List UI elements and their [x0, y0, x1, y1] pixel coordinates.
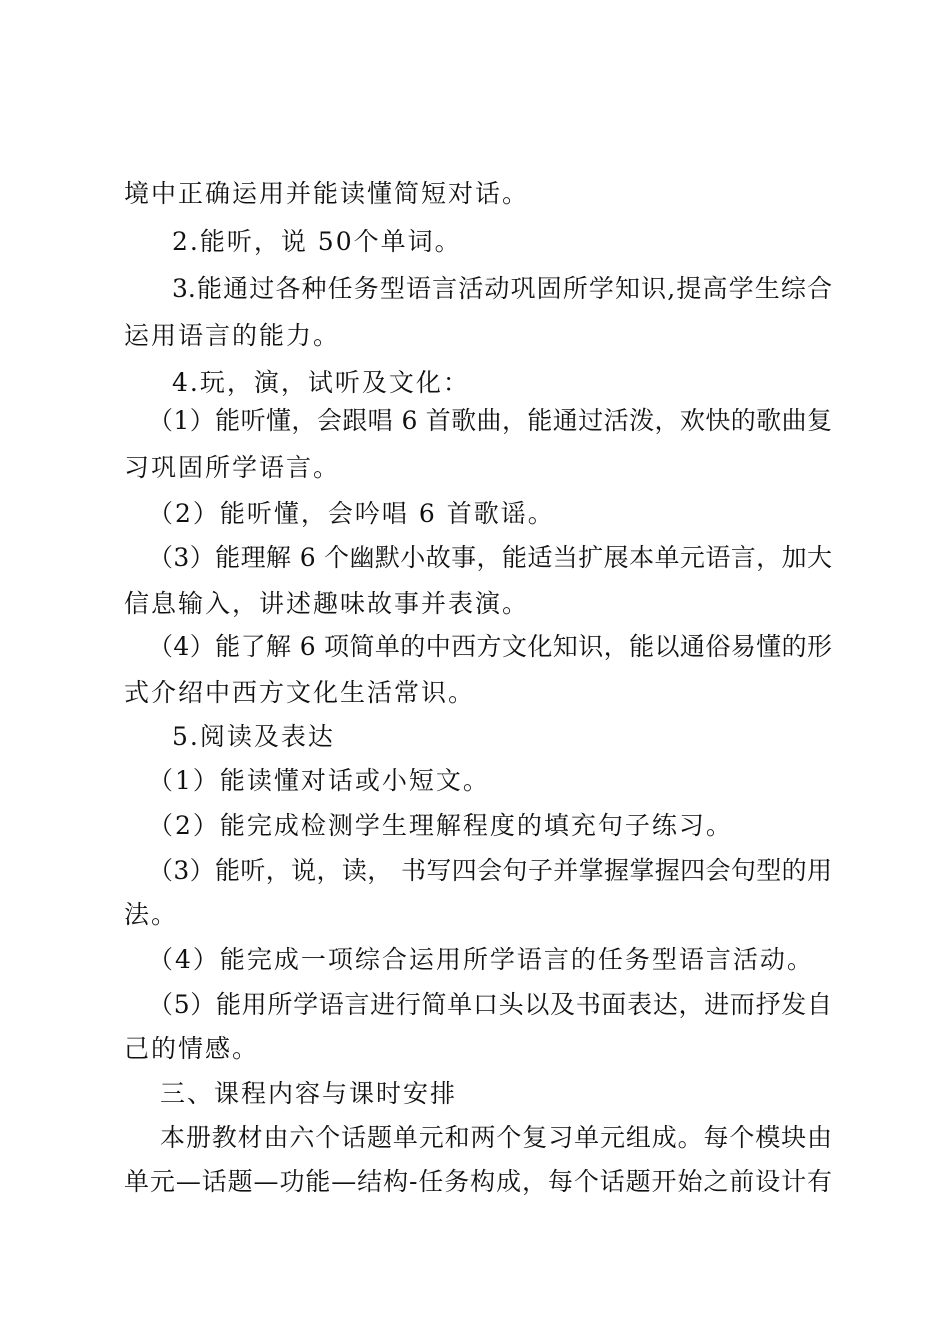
section-heading: 4.玩，演，试听及文化： [172, 368, 470, 397]
list-item: （5）能用所学语言进行简单口头以及书面表达，进而抒发自 [148, 990, 832, 1019]
section-heading: 5.阅读及表达 [172, 722, 335, 751]
list-item: （2）能听懂，会吟唱 6 首歌谣。 [148, 499, 555, 528]
list-item: （1）能听懂，会跟唱 6 首歌曲，能通过活泼，欢快的歌曲复 [148, 406, 832, 435]
paragraph-line: 本册教材由六个话题单元和两个复习单元组成。每个模块由 [160, 1123, 832, 1152]
section-heading: 三、课程内容与课时安排 [160, 1079, 458, 1108]
list-item: （4）能完成一项综合运用所学语言的任务型语言活动。 [148, 945, 814, 974]
list-item: （3）能听，说，读， 书写四会句子并掌握掌握四会句型的用 [148, 856, 832, 885]
text-line: 信息输入，讲述趣味故事并表演。 [124, 589, 530, 618]
text-line: 式介绍中西方文化生活常识。 [124, 678, 476, 707]
text-line: 法。 [124, 900, 179, 929]
list-item: 3.能通过各种任务型语言活动巩固所学知识,提高学生综合 [172, 274, 832, 303]
list-item: （1）能读懂对话或小短文。 [148, 766, 490, 795]
text-line: 运用语言的能力。 [124, 321, 341, 350]
text-line: 习巩固所学语言。 [124, 453, 341, 482]
list-item: （2）能完成检测学生理解程度的填充句子练习。 [148, 811, 733, 840]
text-line: 境中正确运用并能读懂简短对话。 [124, 179, 530, 208]
list-item: （4）能了解 6 项简单的中西方文化知识，能以通俗易懂的形 [148, 632, 832, 661]
text-line: 单元—话题—功能—结构-任务构成，每个话题开始之前设计有 [124, 1167, 832, 1196]
text-line: 己的情感。 [124, 1034, 260, 1063]
list-item: （3）能理解 6 个幽默小故事，能适当扩展本单元语言，加大 [148, 543, 832, 572]
list-item: 2.能听，说 50个单词。 [172, 227, 462, 256]
